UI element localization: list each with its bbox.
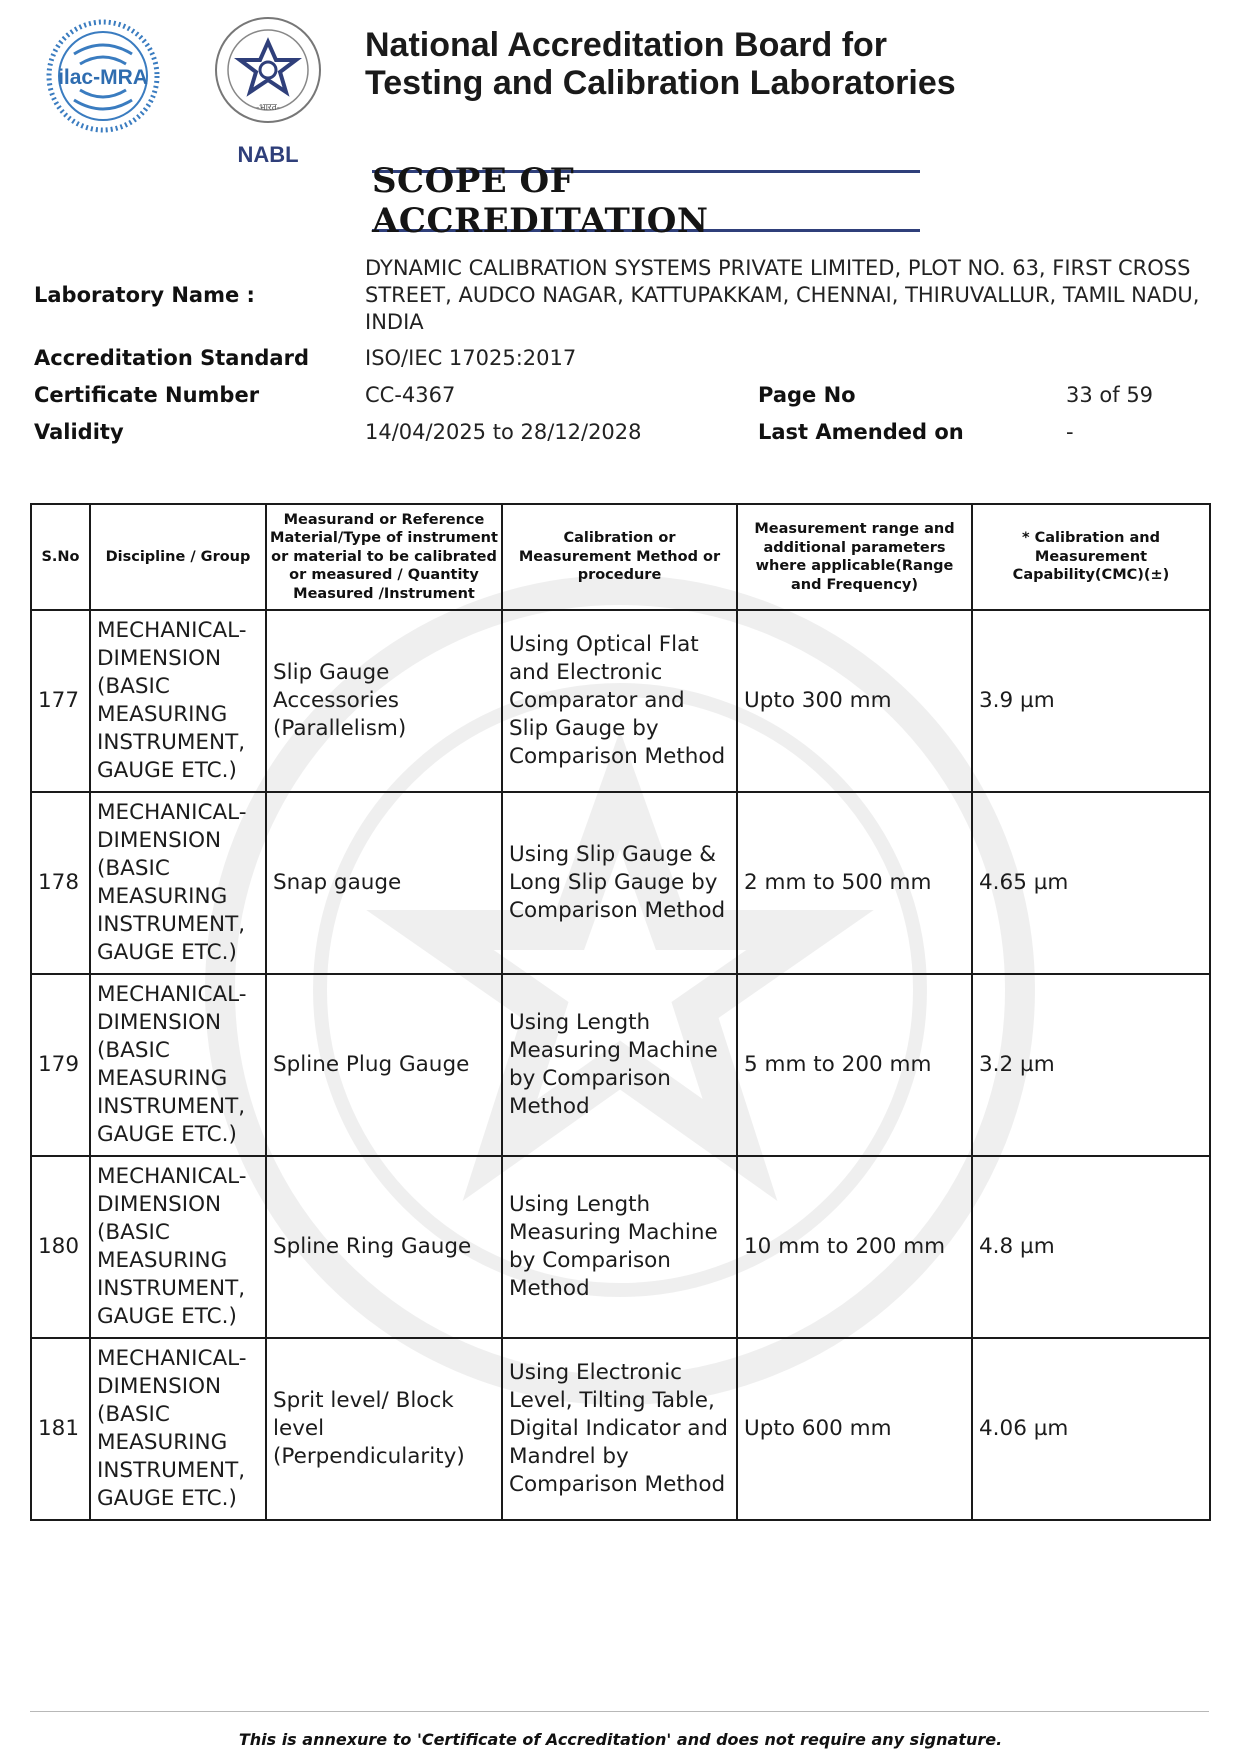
row-range: 5 mm to 200 mm [737,974,972,1156]
row-measurand: Spline Plug Gauge [266,974,502,1156]
nabl-logo [208,12,332,172]
ilac-mra-logo [44,14,162,154]
row-method: Using Electronic Level, Tilting Table, Digital Indicator and Mandrel by Comparison Method [502,1338,737,1520]
row-cmc: 4.06 µm [972,1338,1210,1520]
board-title-line2: Testing and Calibration Laboratories [365,64,956,102]
table-header-row [31,504,1210,610]
header-measurand: Measurand or Reference Material/Type of instrument or material to be calibrated or measured / Quantity Measured /Instrument [266,504,502,610]
table-row [31,974,1210,1156]
row-sno: 180 [31,1156,90,1338]
header-range: Measurement range and additional parameters where applicable(Range and Frequency) [737,504,972,610]
page-no-label: Page No [758,383,856,407]
scope-table [30,503,1211,1521]
header-method: Calibration or Measurement Method or procedure [502,504,737,610]
lab-name-label: Laboratory Name : [34,283,255,307]
standard-value: ISO/IEC 17025:2017 [365,346,577,370]
standard-label: Accreditation Standard [34,346,309,370]
table-row [31,1338,1210,1520]
row-measurand: Sprit level/ Block level (Perpendicularity) [266,1338,502,1520]
last-amended-value: - [1066,420,1074,444]
lab-name-value: DYNAMIC CALIBRATION SYSTEMS PRIVATE LIMITED, PLOT NO. 63, FIRST CROSS STREET, AUDCO NAGAR, KATTUPAKKAM, CHENNAI, THIRUVALLUR, TAMIL NADU, INDIA [365,256,1200,334]
header-sno: S.No [31,504,90,610]
scope-title: SCOPE OF ACCREDITATION [372,161,709,241]
scope-title-box [372,161,920,241]
certificate-number-value: CC-4367 [365,383,456,407]
table-row [31,610,1210,792]
row-method: Using Length Measuring Machine by Comparison Method [502,1156,737,1338]
row-sno: 181 [31,1338,90,1520]
row-measurand: Snap gauge [266,792,502,974]
row-method: Using Slip Gauge & Long Slip Gauge by Comparison Method [502,792,737,974]
row-range: 10 mm to 200 mm [737,1156,972,1338]
row-cmc: 4.65 µm [972,792,1210,974]
row-cmc: 3.2 µm [972,974,1210,1156]
header-discipline: Discipline / Group [90,504,266,610]
row-measurand: Slip Gauge Accessories (Parallelism) [266,610,502,792]
board-title [365,26,1065,102]
row-discipline: MECHANICAL- DIMENSION (BASIC MEASURING INSTRUMENT, GAUGE ETC.) [90,974,266,1156]
row-discipline: MECHANICAL- DIMENSION (BASIC MEASURING INSTRUMENT, GAUGE ETC.) [90,1156,266,1338]
svg-text:NABL: NABL [237,142,299,167]
row-measurand: Spline Ring Gauge [266,1156,502,1338]
row-method: Using Length Measuring Machine by Comparison Method [502,974,737,1156]
row-discipline: MECHANICAL- DIMENSION (BASIC MEASURING INSTRUMENT, GAUGE ETC.) [90,1338,266,1520]
validity-label: Validity [34,420,124,444]
footer-note: This is annexure to 'Certificate of Accreditation' and does not require any signature. [238,1730,1003,1749]
row-sno: 179 [31,974,90,1156]
board-title-line1: National Accreditation Board for [365,26,888,64]
footer-divider [30,1711,1209,1712]
row-cmc: 4.8 µm [972,1156,1210,1338]
last-amended-label: Last Amended on [758,420,964,444]
table-row [31,792,1210,974]
row-sno: 178 [31,792,90,974]
row-discipline: MECHANICAL- DIMENSION (BASIC MEASURING INSTRUMENT, GAUGE ETC.) [90,792,266,974]
certificate-number-label: Certificate Number [34,383,260,407]
validity-value: 14/04/2025 to 28/12/2028 [365,420,642,444]
table-row [31,1156,1210,1338]
header-cmc: * Calibration and Measurement Capability(CMC)(±) [972,504,1210,610]
svg-text:-भारत-: -भारत- [256,103,280,113]
page-no-value: 33 of 59 [1066,383,1154,407]
row-discipline: MECHANICAL- DIMENSION (BASIC MEASURING INSTRUMENT, GAUGE ETC.) [90,610,266,792]
row-sno: 177 [31,610,90,792]
row-range: Upto 300 mm [737,610,972,792]
svg-text:ilac-MRA: ilac-MRA [58,66,148,89]
row-cmc: 3.9 µm [972,610,1210,792]
row-method: Using Optical Flat and Electronic Comparator and Slip Gauge by Comparison Method [502,610,737,792]
row-range: Upto 600 mm [737,1338,972,1520]
row-range: 2 mm to 500 mm [737,792,972,974]
